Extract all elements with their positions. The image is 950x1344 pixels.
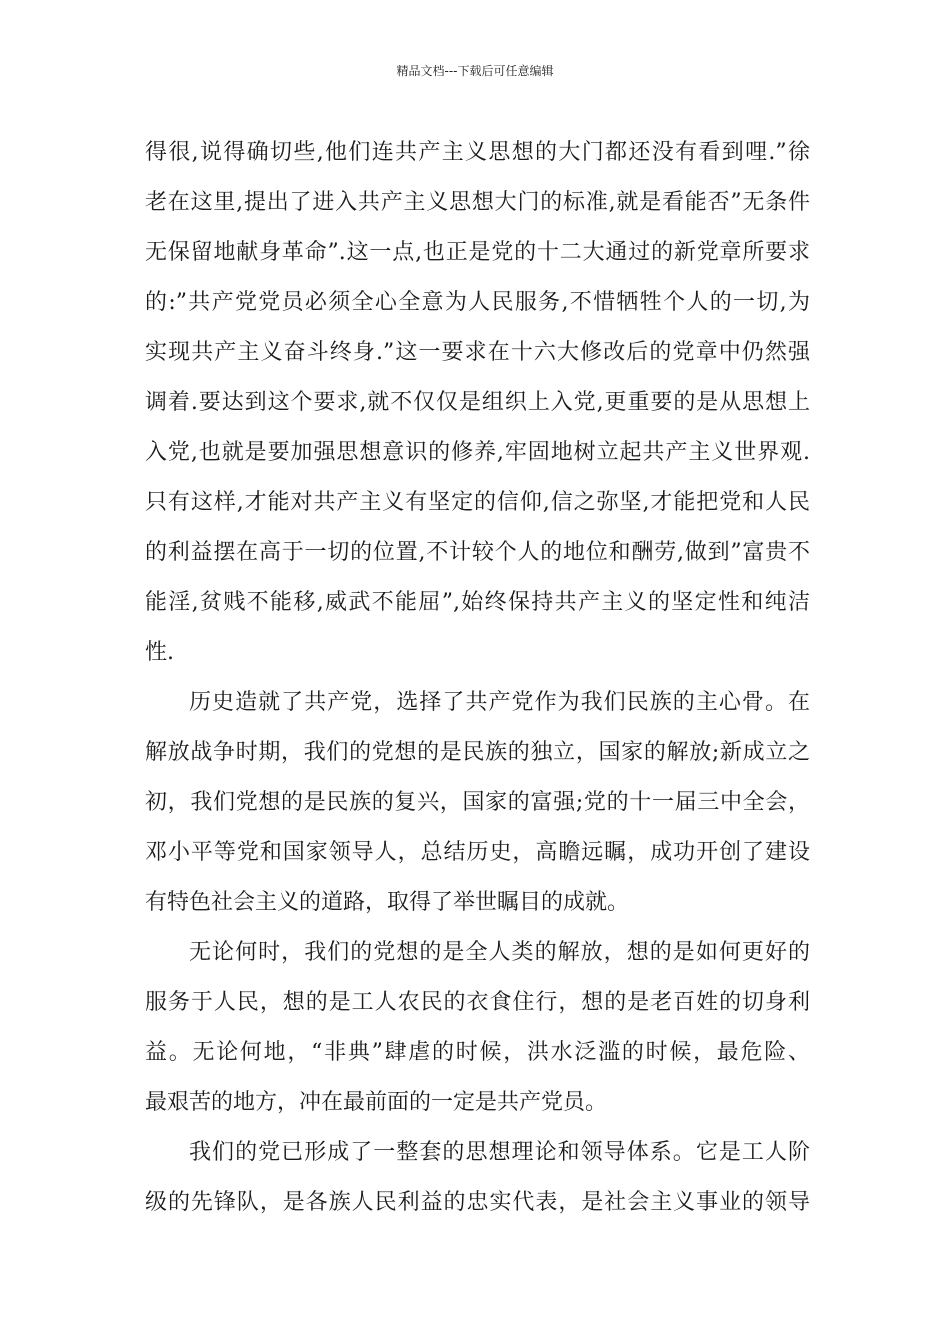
text-line: 级的先锋队，是各族人民利益的忠实代表，是社会主义事业的领导 — [145, 1190, 810, 1215]
text-line: 得很,说得确切些,他们连共产主义思想的大门都还没有看到哩.”徐 — [145, 140, 810, 165]
text-line: 能淫,贫贱不能移,威武不能屈”,始终保持共产主义的坚定性和纯洁 — [145, 590, 810, 615]
text-line: 邓小平等党和国家领导人，总结历史，高瞻远瞩，成功开创了建设 — [145, 840, 810, 865]
text-line: 有特色社会主义的道路，取得了举世瞩目的成就。 — [145, 890, 630, 915]
paragraph-4 — [145, 1128, 810, 1228]
text-line: 我们的党已形成了一整套的思想理论和领导体系。它是工人阶 — [189, 1140, 810, 1165]
document-body — [145, 128, 810, 1228]
paragraph-1 — [145, 128, 810, 678]
text-line: 入党,也就是要加强思想意识的修养,牢固地树立起共产主义世界观. — [145, 440, 810, 465]
text-line: 解放战争时期，我们的党想的是民族的独立，国家的解放;新成立之 — [145, 740, 810, 765]
text-line: 的:”共产党党员必须全心全意为人民服务,不惜牺牲个人的一切,为 — [145, 290, 810, 315]
text-line: 老在这里,提出了进入共产主义思想大门的标准,就是看能否”无条件 — [145, 190, 810, 215]
text-line: 历史造就了共产党，选择了共产党作为我们民族的主心骨。在 — [189, 690, 810, 715]
text-line: 只有这样,才能对共产主义有坚定的信仰,信之弥坚,才能把党和人民 — [145, 490, 810, 515]
text-line: 无论何时，我们的党想的是全人类的解放，想的是如何更好的 — [189, 940, 810, 965]
paragraph-3 — [145, 928, 810, 1128]
text-line: 调着.要达到这个要求,就不仅仅是组织上入党,更重要的是从思想上 — [145, 390, 810, 415]
page-header: 精品文档---下载后可任意编辑 — [396, 64, 554, 78]
text-line: 益。无论何地，“非典”肆虐的时候，洪水泛滥的时候，最危险、 — [145, 1040, 810, 1065]
text-line: 的利益摆在高于一切的位置,不计较个人的地位和酬劳,做到”富贵不 — [145, 540, 810, 565]
text-line: 最艰苦的地方，冲在最前面的一定是共产党员。 — [145, 1090, 608, 1115]
text-line: 服务于人民，想的是工人农民的衣食住行，想的是老百姓的切身利 — [145, 990, 810, 1015]
paragraph-2 — [145, 678, 810, 928]
text-line: 初，我们党想的是民族的复兴，国家的富强;党的十一届三中全会， — [145, 790, 810, 815]
text-line: 无保留地献身革命”.这一点,也正是党的十二大通过的新党章所要求 — [145, 240, 810, 265]
text-line: 实现共产主义奋斗终身.”这一要求在十六大修改后的党章中仍然强 — [145, 340, 810, 365]
text-line: 性. — [145, 640, 174, 665]
